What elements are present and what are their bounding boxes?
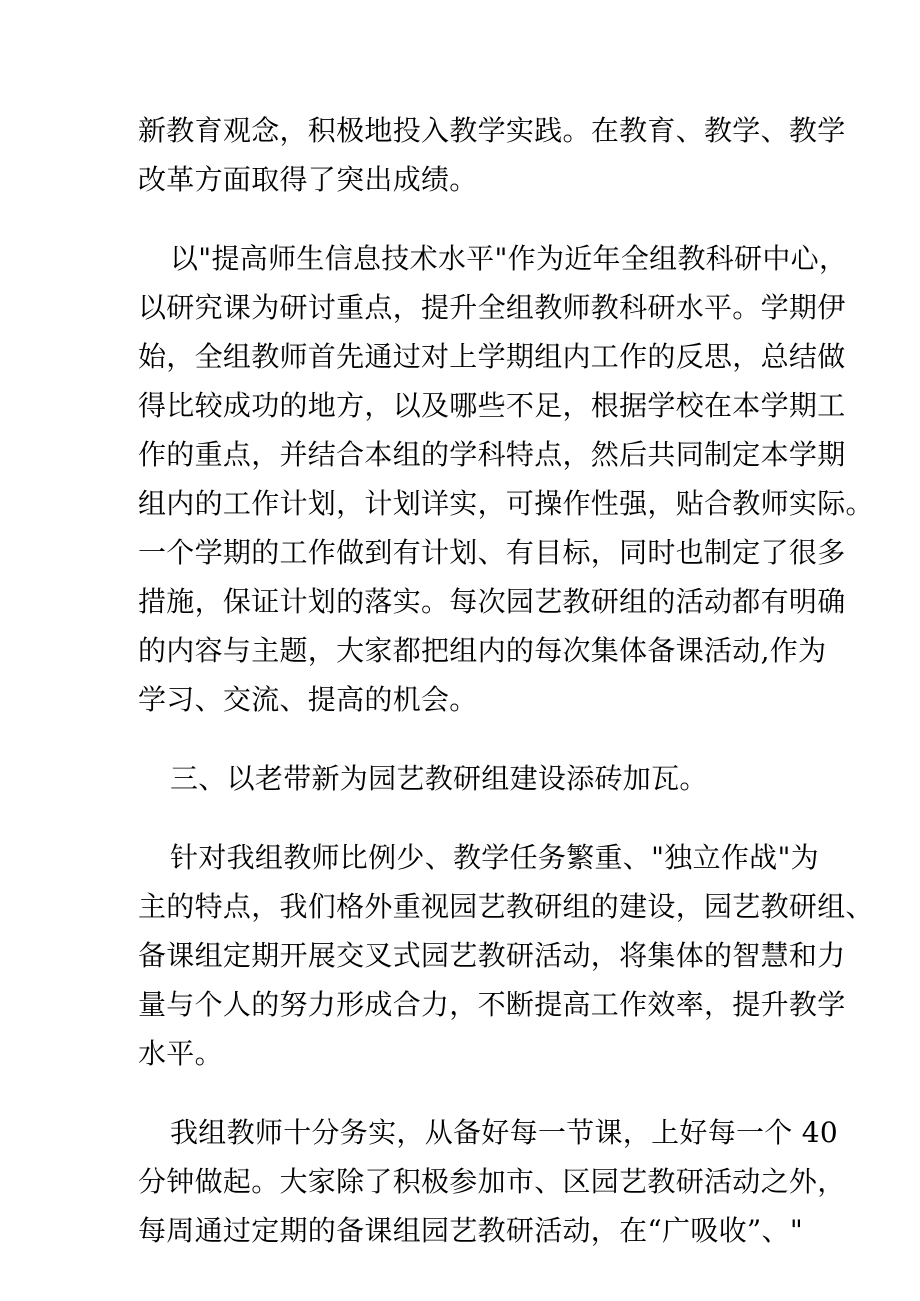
text-line: 主的特点，我们格外重视园艺教研组的建设，园艺教研组、 <box>138 890 874 923</box>
text-line: 水平。 <box>138 1037 223 1070</box>
text-line: 学习、交流、提高的机会。 <box>138 683 478 716</box>
text-line: 措施，保证计划的落实。每次园艺教研组的活动都有明确 <box>138 585 846 618</box>
text-line: 改革方面取得了突出成绩。 <box>138 163 478 196</box>
text-line: 始，全组教师首先通过对上学期组内工作的反思，总结做 <box>138 340 846 373</box>
text-line: 三、以老带新为园艺教研组建设添砖加瓦。 <box>170 762 708 795</box>
text-line: 量与个人的努力形成合力，不断提高工作效率，提升教学 <box>138 988 846 1021</box>
section-heading <box>138 754 788 803</box>
document-body <box>138 106 874 1255</box>
text-line: 分钟做起。大家除了积极参加市、区园艺教研活动之外， <box>138 1165 846 1198</box>
text-line: 组内的工作计划，计划详实，可操作性强，贴合教师实际。 <box>138 487 874 520</box>
text-line: 以研究课为研讨重点，提升全组教师教科研水平。学期伊 <box>138 291 846 324</box>
paragraph-1 <box>138 106 846 204</box>
paragraph-3 <box>138 833 874 1078</box>
text-line: 新教育观念，积极地投入教学实践。在教育、教学、教学 <box>138 114 846 147</box>
paragraph-4 <box>138 1108 846 1255</box>
text-line: 以"提高师生信息技术水平"作为近年全组教科研中心， <box>170 242 848 275</box>
text-line: 的内容与主题，大家都把组内的每次集体备课活动,作为 <box>138 634 827 667</box>
text-line: 我组教师十分务实，从备好每一节课，上好每一个 40 <box>170 1116 839 1149</box>
text-line: 每周通过定期的备课组园艺教研活动，在“广吸收”、" <box>138 1214 804 1247</box>
text-line: 一个学期的工作做到有计划、有目标，同时也制定了很多 <box>138 536 846 569</box>
text-line: 针对我组教师比例少、教学任务繁重、"独立作战"为 <box>170 841 819 874</box>
paragraph-2 <box>138 234 874 724</box>
text-line: 得比较成功的地方，以及哪些不足，根据学校在本学期工 <box>138 389 846 422</box>
text-line: 作的重点，并结合本组的学科特点，然后共同制定本学期 <box>138 438 846 471</box>
text-line: 备课组定期开展交叉式园艺教研活动，将集体的智慧和力 <box>138 939 846 972</box>
